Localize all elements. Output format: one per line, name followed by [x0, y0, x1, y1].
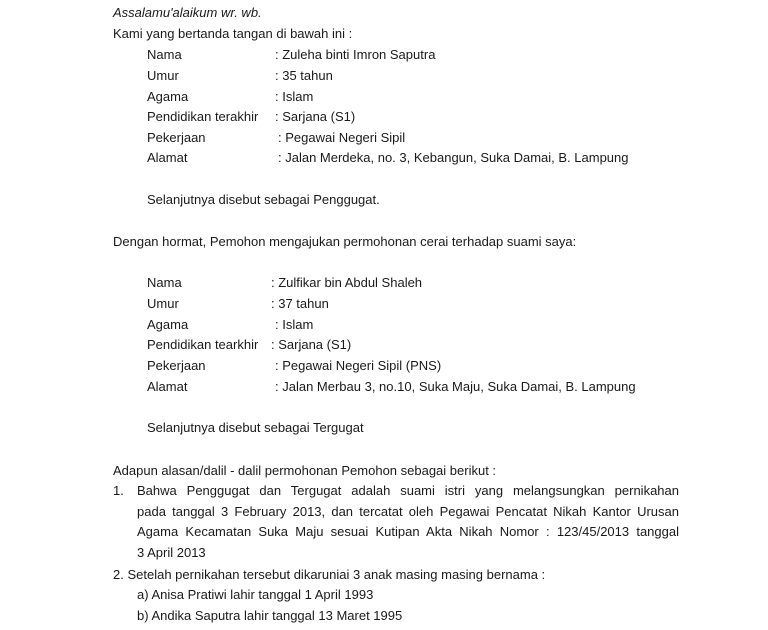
intro-first: Kami yang bertanda tangan di bawah ini : [113, 26, 353, 41]
field-label: Pendidikan terakhir [147, 109, 259, 124]
field-value: : Zuleha binti Imron Saputra [275, 47, 436, 62]
defendant-name-row [147, 273, 423, 293]
field-label: Alamat [147, 150, 188, 165]
child-item-a: a) Anisa Pratiwi lahir tanggal 1 April 1993 [137, 587, 374, 602]
plaintiff-age-row [147, 66, 333, 86]
list-marker: 1. [113, 483, 124, 498]
field-label: Alamat [147, 379, 188, 394]
defendant-address-row [147, 377, 636, 397]
field-value: : Islam [275, 317, 314, 332]
reason-item-2 [113, 565, 545, 585]
field-label: Umur [147, 296, 179, 311]
field-value: : Sarjana (S1) [275, 109, 356, 124]
defendant-occupation-row [147, 356, 442, 376]
defendant-age-row [147, 294, 329, 314]
defendant-education-row [147, 335, 352, 355]
defendant-religion-row [147, 315, 314, 335]
plaintiff-note: Selanjutnya disebut sebagai Penggugat. [147, 192, 380, 207]
field-value: : Sarjana (S1) [271, 337, 352, 352]
list-marker: 2. [113, 567, 124, 582]
field-value: : Jalan Merdeka, no. 3, Kebangun, Suka Damai, B. Lampung [278, 150, 629, 165]
reason-line: 3 April 2013 [137, 544, 206, 560]
field-value: : Pegawai Negeri Sipil (PNS) [275, 358, 442, 373]
field-label: Agama [147, 317, 189, 332]
field-label: Nama [147, 275, 182, 290]
field-label: Umur [147, 68, 179, 83]
child-item-b: b) Andika Saputra lahir tanggal 13 Maret 1995 [137, 608, 403, 623]
reason-line: Agama Kecamatan Suka Maju sesuai Kutipan Akta Nikah Nomor : 123/45/2013 tanggal [137, 524, 679, 539]
field-value: : Pegawai Negeri Sipil [278, 130, 406, 145]
reason-text: Setelah pernikahan tersebut dikaruniai 3 anak masing masing bernama : [127, 567, 546, 582]
plaintiff-religion-row [147, 87, 314, 107]
reason-line: pada tanggal 3 February 2013, dan tercatat oleh Pegawai Pencatat Nikah Kantor Urusan [137, 503, 679, 519]
reason-item-1 [113, 481, 679, 563]
defendant-note: Selanjutnya disebut sebagai Tergugat [147, 420, 364, 435]
reason-line: Bahwa Penggugat dan Tergugat adalah suami istri yang melangsungkan pernikahan [137, 483, 679, 498]
field-label: Pekerjaan [147, 130, 206, 145]
plaintiff-occupation-row [147, 128, 406, 148]
plaintiff-name-row [147, 45, 436, 65]
field-label: Nama [147, 47, 182, 62]
reasons-intro: Adapun alasan/dalil - dalil permohonan Pemohon sebagai berikut : [113, 463, 497, 478]
field-value: : 37 tahun [271, 296, 329, 311]
field-value: : Jalan Merbau 3, no.10, Suka Maju, Suka Damai, B. Lampung [275, 379, 636, 394]
field-label: Pekerjaan [147, 358, 206, 373]
field-value: : Zulfikar bin Abdul Shaleh [271, 275, 423, 290]
plaintiff-address-row [147, 148, 629, 168]
intro-second: Dengan hormat, Pemohon mengajukan permohonan cerai terhadap suami saya: [113, 234, 577, 249]
field-label: Agama [147, 89, 189, 104]
field-value: : Islam [275, 89, 314, 104]
greeting: Assalamu'alaikum wr. wb. [113, 5, 262, 20]
field-value: : 35 tahun [275, 68, 333, 83]
plaintiff-education-row [147, 107, 356, 127]
field-label: Pendidikan tearkhir [147, 337, 259, 352]
reason-body [137, 481, 679, 563]
